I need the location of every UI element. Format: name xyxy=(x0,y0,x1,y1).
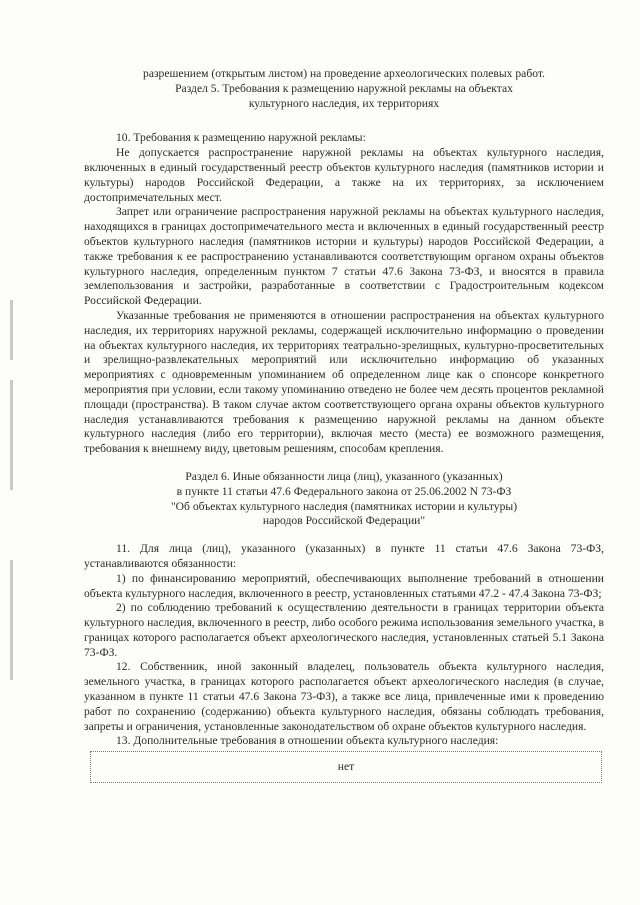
section-6-title-line1: Раздел 6. Иные обязанности лица (лиц), указанного (указанных) xyxy=(185,469,503,483)
item-10-heading: 10. Требования к размещению наружной рекламы: xyxy=(116,131,366,145)
item-10-paragraph-1: Не допускается распространение наружной рекламы на объектах культурного наследия, включенных в единый государственный реестр объектов культурного наследия (памятников истории и культуры) народов Российской Федерации, а также на их территориях, за исключением достопримечательных мест. xyxy=(84,146,604,204)
item-11-subitem-1: 1) по финансированию мероприятий, обеспечивающих выполнение требований в отношении объекта культурного наследия, включенного в реестр, установленных статьями 47.2 - 47.4 Закона 73-ФЗ; xyxy=(84,571,604,600)
item-11-subitem-2: 2) по соблюдению требований к осуществлению деятельности в границах территории объекта культурного наследия, включенного в реестр, либо особого режима использования земельного участка, в границах которого располагается объект археологического наследия, установленных статьей 5.1 Закона 73-ФЗ. xyxy=(84,601,604,659)
section-5-title-line2: культурного наследия, их территориях xyxy=(248,96,440,110)
scan-margin-mark xyxy=(10,300,13,360)
section-6-title-line4: народов Российской Федерации" xyxy=(262,514,426,528)
item-10-paragraph-3: Указанные требования не применяются в отношении распространения на объектах культурного наследия, их территориях наружной рекламы, содержащей исключительно информацию о проведении на объектах культурного наследия, их территориях театрально-зрелищных, культурно-просветительных и зрелищно-развлекательных мероприятий или исключительно информацию об указанных мероприятиях с одновременным упоминанием об определенном лице как о спонсоре конкретного мероприятия при условии, если такому упоминанию отведено не более чем десять процентов рекламной площади (пространства). В таком случае актом соответствующего органа охраны объектов культурного наследия устанавливаются требования к размещению наружной рекламы на данном объекте культурного наследия (либо его территории), включая место (места) ее возможного размещения, требования к внешнему виду, цветовым решениям, способам крепления. xyxy=(84,308,604,456)
item-10-paragraph-2: Запрет или ограничение распространения наружной рекламы на объектах культурного наследия, находящихся в границах достопримечательного места и включенных в единый государственный реестр объектов культурного наследия (памятников истории и культуры) народов Российской Федерации, а также требования к ее распространению устанавливаются соответствующим органом охраны объектов культурного наследия, определенным пунктом 7 статьи 47.6 Закона 73-ФЗ, и вносятся в правила землепользования и застройки, разработанные в соответствии с Градостроительным кодексом Российской Федерации. xyxy=(84,205,604,308)
continuation-line: разрешением (открытым листом) на проведение археологических полевых работ. xyxy=(143,67,545,80)
scan-margin-mark xyxy=(10,560,13,680)
section-5-title-line1: Раздел 5. Требования к размещению наружной рекламы на объектах xyxy=(175,81,513,95)
scan-margin-mark xyxy=(10,380,13,490)
additional-requirements-value: нет xyxy=(337,759,355,773)
item-13-heading: 13. Дополнительные требования в отношении объекта культурного наследия: xyxy=(116,734,499,748)
item-12-paragraph: 12. Собственник, иной законный владелец, пользователь объекта культурного наследия, земельного участка, в границах которого располагается объект археологического наследия (в случае, указанном в пункте 11 статьи 47.6 Закона 73-ФЗ), а также все лица, привлеченные ими к проведению работ по сохранению (содержанию) объекта культурного наследия, обязаны соблюдать требования, запреты и ограничения, установленные законодательством об охране объектов культурного наследия. xyxy=(84,660,604,733)
section-6-title-line3: "Об объектах культурного наследия (памятниках истории и культуры) xyxy=(170,499,518,513)
document-body xyxy=(84,67,604,783)
item-11-heading: 11. Для лица (лиц), указанного (указанных) в пункте 11 статьи 47.6 Закона 73-ФЗ, устанавливаются обязанности: xyxy=(84,542,604,570)
additional-requirements-box xyxy=(90,751,602,783)
section-6-title-line2: в пункте 11 статьи 47.6 Федерального закона от 25.06.2002 N 73-ФЗ xyxy=(176,484,512,498)
